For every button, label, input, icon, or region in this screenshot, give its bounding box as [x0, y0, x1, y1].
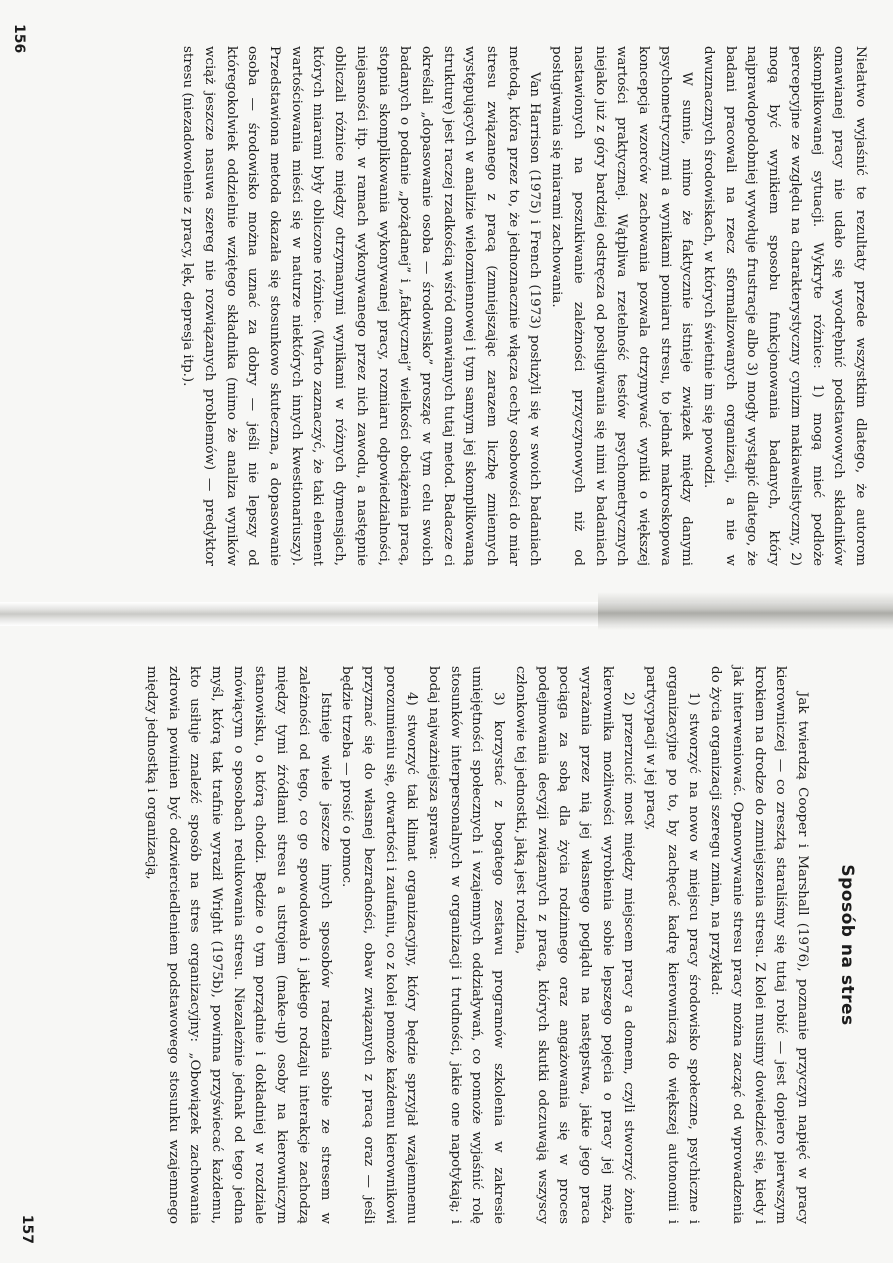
gutter-shadow — [598, 592, 893, 630]
page-156 — [11, 12, 883, 594]
page-156-body — [177, 46, 872, 566]
page-number: 157 — [19, 1214, 35, 1244]
page-157 — [13, 632, 883, 1252]
page-157-body — [140, 666, 871, 1224]
paragraph: W sumie, mimo że faktycznie istnieje związek między danymi psychometrycznymi a wynikami pomiaru stresu, to jednak makroskopowa koncepcja wzorców zachowania pozwala otrzymywać wyniki o większej wartości praktycznej. Wątpliwa rzetelność testów psychometrycznych niejako już z góry bardziej odstręcza od posługiwania się nimi w badaniach nastawionych na poszukiwanie zależności przyczynowych niż od posługiwania się miarami zachowania. — [549, 46, 695, 566]
paragraph: Niełatwo wyjaśnić te rezultaty przede wszystkim dlatego, że autorom omawianej pracy nie udało się wyodrębnić podstawowych składników skomplikowanej sytuacji. Wykryte różnice: 1) mogą mieć podłoże percepcyjne ze względu na charakterystyczny cynizm makiawelistyczny, 2) mogą być wynikiem sposobu funkcjonowania badanych, który najprawdopodobniej wywołuje frustracje albo 3) mogły wystąpić dlatego, że badani pracowali na rzecz sformalizowanych organizacji, a nie w dwuznacznych środowiskach, w których świetnie im się powodzi. — [701, 46, 868, 566]
list-item: 2) przerzucić most między miejscem pracy a domem, czyli stworzyć żonie kierownika możliwości wyrobienia sobie lepszego pojęcia o pracy jej męża, wyrażania przez nią jej własnego poglądu na następstwa, jakie jego praca pociąga za sobą dla życia rodzinnego oraz angażowania się w proces podejmowania decyzji związanych z pracą, których skutki odczuwają wszyscy członkowie tej jednostki, jaką jest rodzina, — [512, 666, 637, 1224]
list-item: 1) stworzyć na nowo w miejscu pracy środowisko społeczne, psychiczne i organizacyjne po to, by zachęcać kadrę kierowniczą do większej autonomii i partycypacji w jej pracy, — [643, 666, 702, 1224]
list-item: 3) korzystać z bogatego zestawu programów szkolenia w zakresie umiejętności społecznych i wzajemnych oddziaływań, co pomoże wyjaśnić rolę stosunków interpersonalnych w organizacji i trudności, jakie one napotykają; i bodaj najważniejsza sprawa: — [426, 666, 507, 1224]
chapter-title: Sposób na stres — [837, 864, 857, 1026]
list-item: 4) stworzyć taki klimat organizacyjny, który będzie sprzyjał wzajemnemu porozumieniu się, otwartości i zaufaniu, co z kolei pomoże każdemu kierownikowi przyznać się do własnej bezradności, obaw związanych z pracą oraz — jeśli będzie trzeba — prosić o pomoc. — [339, 666, 420, 1224]
paragraph: Istnieje wiele jeszcze innych sposobów radzenia sobie ze stresem w zależności od tego, co go spowodowało i jakiego rodzaju interakcje zachodzą między tymi źródłami stresu a ustrojem (make-up) osoby na kierowniczym stanowisku, o którą chodzi. Będzie o tym porządnie i dokładniej w rozdziale mówiącym o sposobach redukowania stresu. Niezależnie jednak od tego jedna myśl, którą tak trafnie wyraził Wright (1975b), powinna przyświecać każdemu, kto usiłuje znaleźć sposób na stres organizacyjny: „Obowiązek zachowania zdrowia powinien być odzwierciedleniem podstawowego stosunku wzajemnego między jednostką i organizacją, — [143, 666, 333, 1224]
paragraph: Van Harrison (1975) i French (1973) posłużyli się w swoich badaniach metodą, która przez to, że jednoznacznie włącza cechy osobowości do miar stresu związanego z pracą (zmniejszając zarazem liczbę zmiennych występujących w analizie wielozmiennowej i tym samym jej skomplikowaną strukturę) jest raczej rzadkością wśród omawianych tutaj metod. Badacze ci określali „dopasowanie osoba — środowisko” prosząc w tym celu swoich badanych o podanie „pożądanej” i „faktycznej” wielkości obciążenia pracą, stopnia skomplikowania wykonywanej pracy, rozmiaru odpowiedzialności, niejasności itp. w ramach wykonywanego przez nich zawodu, a następnie obliczali różnice między otrzymanymi wynikami w różnych dymensjach, których miarami były obliczone różnice. (Warto zaznaczyć, że taki element wartościowania mieści się w naturze niektórych innych kwestionariuszy). Przedstawiona metoda okazała się stosunkowo skuteczna, a dopasowanie osoba — środowisko można uznać za dobry — jeśli nie lepszy od któregokolwiek oddzielnie wziętego składnika (mimo że analiza wyników wciąż jeszcze nasuwa szereg nie rozwiązanych problemów) — predyktor stresu (niezadowolenie z pracy, lęk, depresja itp.). — [180, 46, 543, 566]
paragraph: Jak twierdzą Cooper i Marshall (1976), poznanie przyczyn napięć w pracy kierowniczej — co zresztą staraliśmy się tutaj robić — jest dopiero pierwszym krokiem na drodze do zmniejszenia stresu. Z kolei musimy dowiedzieć się, kiedy i jak interweniować. Opanowywanie stresu pracy można zacząć od wprowadzenia do życia organizacji szeregu zmian, na przykład: — [708, 666, 810, 1224]
page-number: 156 — [11, 24, 27, 54]
